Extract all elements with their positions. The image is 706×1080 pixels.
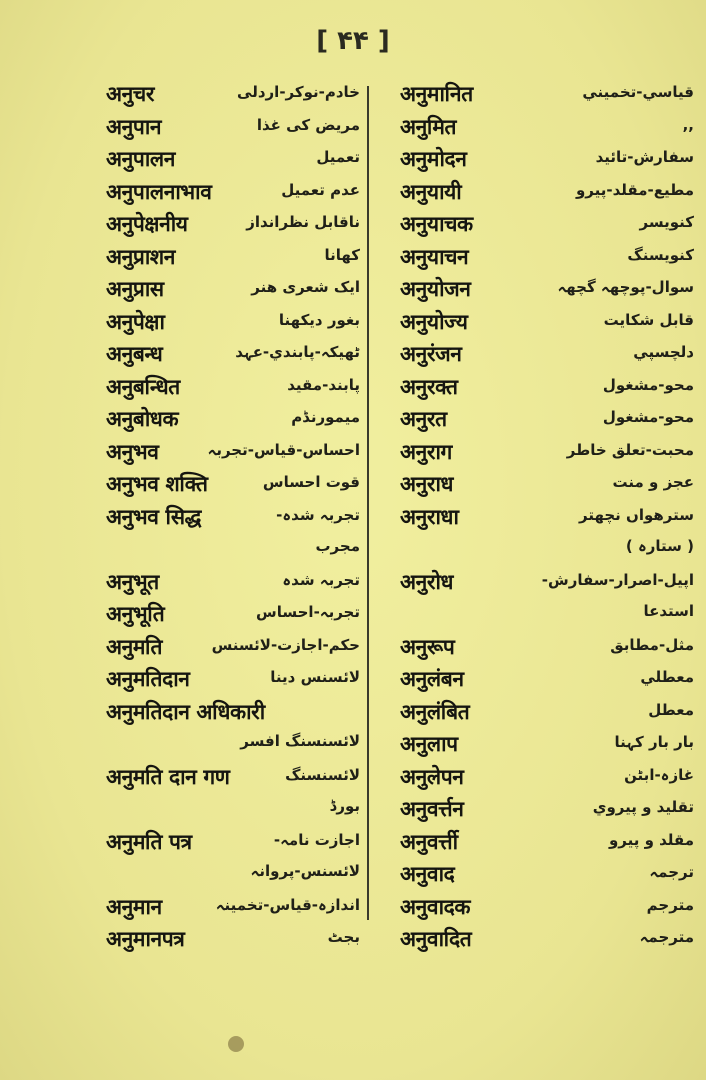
dictionary-entry	[372, 208, 694, 241]
dictionary-entry	[372, 533, 694, 566]
urdu-meaning: مترجمہ	[639, 928, 694, 946]
urdu-meaning: مجرب	[315, 537, 360, 555]
dictionary-entry	[372, 338, 694, 371]
urdu-meaning: سترهواں نچھتر	[579, 505, 694, 524]
dictionary-entry	[98, 923, 360, 956]
dictionary-entry	[372, 858, 694, 891]
hindi-headword: अनुचर	[106, 82, 155, 106]
urdu-meaning: حکم-اجازت-لائسنس	[211, 635, 360, 654]
hindi-headword: अनुमानित	[400, 82, 473, 106]
hindi-headword: अनुमतिदान	[106, 667, 190, 691]
ink-stain	[228, 1036, 244, 1052]
hindi-headword: अनुयाचक	[400, 212, 473, 236]
dictionary-entry	[98, 663, 360, 696]
left-column	[98, 78, 360, 956]
urdu-meaning: خادم-نوکر-اردلی	[237, 83, 360, 101]
hindi-headword: अनुमतिदान अधिकारी	[106, 699, 265, 724]
hindi-headword: अनुप्राशन	[106, 244, 176, 269]
hindi-headword: अनुयोज्य	[400, 309, 468, 334]
urdu-meaning: محبت-تعلق خاطر	[566, 440, 694, 459]
hindi-headword: अनुरोध	[400, 569, 454, 594]
column-divider	[367, 86, 369, 920]
urdu-meaning: قابل شکایت	[603, 310, 694, 329]
dictionary-entry	[98, 208, 360, 241]
hindi-headword: अनुरत	[400, 407, 447, 431]
hindi-headword: अनुमोदन	[400, 147, 467, 171]
urdu-meaning: دلچسپي	[633, 343, 694, 361]
urdu-meaning: مثل-مطابق	[610, 635, 694, 654]
hindi-headword: अनुरूप	[400, 634, 455, 659]
dictionary-entry	[372, 371, 694, 404]
hindi-headword: अनुरंजन	[400, 342, 462, 366]
urdu-meaning: ٹھیکہ-پابندي-عہد	[235, 343, 360, 361]
urdu-meaning: مقلد و پیرو	[608, 830, 694, 849]
page-number: [ ۴۴ ]	[316, 26, 390, 56]
urdu-meaning: قیاسي-تخمیني	[582, 83, 694, 101]
urdu-meaning: تجربہ-احساس	[256, 603, 360, 621]
hindi-headword: अनुवर्त्ती	[400, 829, 458, 854]
dictionary-entry	[98, 403, 360, 436]
hindi-headword: अनुराध	[400, 472, 454, 496]
dictionary-entry	[98, 111, 360, 144]
dictionary-entry	[98, 566, 360, 599]
hindi-headword: अनुबन्धित	[106, 374, 180, 399]
hindi-headword: अनुमित	[400, 114, 457, 139]
dictionary-entry	[372, 923, 694, 956]
urdu-meaning: ( ستارہ )	[625, 537, 694, 555]
dictionary-entry	[372, 143, 694, 176]
urdu-meaning: لائسنس-پروانہ	[250, 862, 360, 880]
urdu-meaning: تجربہ شدہ-	[276, 505, 360, 524]
hindi-headword: अनुमति पत्र	[106, 829, 192, 854]
urdu-meaning: مطیع-مقلد-پیرو	[575, 180, 694, 199]
hindi-headword: अनुपेक्षा	[106, 309, 165, 334]
dictionary-entry	[372, 176, 694, 209]
dictionary-entry	[372, 241, 694, 274]
dictionary-entry	[98, 143, 360, 176]
urdu-meaning: سوال-پوچھہ گچھہ	[557, 278, 694, 296]
urdu-meaning: بار بار کہنا	[614, 733, 694, 751]
hindi-headword: अनुरक्त	[400, 374, 458, 399]
urdu-meaning: مریض کی غذا	[256, 115, 360, 134]
dictionary-entry	[372, 306, 694, 339]
dictionary-entry	[372, 663, 694, 696]
urdu-meaning: اندازہ-قیاس-تخمینہ	[215, 895, 360, 914]
dictionary-entry	[372, 78, 694, 111]
hindi-headword: अनुभूत	[106, 569, 159, 594]
urdu-meaning: بغور دیکھنا	[278, 310, 360, 329]
urdu-meaning: پابند-مقید	[287, 375, 360, 394]
urdu-meaning: ناقابل نظرانداز	[246, 213, 360, 231]
urdu-meaning: لائسنسنگ افسر	[240, 732, 360, 750]
urdu-meaning: عجز و منت	[612, 473, 694, 491]
hindi-headword: अनुभव सिद्ध	[106, 504, 202, 529]
dictionary-entry	[98, 241, 360, 274]
hindi-headword: अनुपालनाभाव	[106, 179, 212, 204]
urdu-meaning: مترجم	[646, 895, 694, 914]
dictionary-entry	[98, 598, 360, 631]
urdu-meaning: سفارش-تائید	[595, 148, 694, 166]
urdu-meaning: تجربہ شدہ	[282, 570, 360, 589]
dictionary-entry	[98, 891, 360, 924]
dictionary-entry	[372, 436, 694, 469]
dictionary-entry	[372, 826, 694, 859]
dictionary-entry	[98, 273, 360, 306]
dictionary-entry	[372, 468, 694, 501]
dictionary-entry	[98, 468, 360, 501]
hindi-headword: अनुवर्त्तन	[400, 797, 464, 821]
dictionary-entry	[372, 501, 694, 534]
dictionary-entry	[372, 891, 694, 924]
urdu-meaning: محو-مشغول	[602, 375, 694, 394]
dictionary-entry	[98, 501, 360, 534]
dictionary-entry	[372, 111, 694, 144]
hindi-headword: अनुयोजन	[400, 277, 471, 301]
dictionary-entry	[98, 858, 360, 891]
hindi-headword: अनुमान	[106, 894, 162, 919]
dictionary-entry	[372, 631, 694, 664]
dictionary-entry	[98, 533, 360, 566]
dictionary-entry	[372, 793, 694, 826]
urdu-meaning: اجازت نامہ-	[273, 830, 360, 849]
hindi-headword: अनुमति दान गण	[106, 764, 230, 789]
urdu-meaning: معطلي	[640, 668, 694, 686]
dictionary-entry	[98, 371, 360, 404]
urdu-meaning: غازہ-ابٹن	[624, 765, 694, 784]
dictionary-entry	[98, 306, 360, 339]
urdu-meaning: عدم تعمیل	[281, 180, 360, 199]
hindi-headword: अनुलेपन	[400, 764, 464, 789]
dictionary-entry	[98, 436, 360, 469]
urdu-meaning: اپیل-اصرار-سفارش-	[541, 570, 694, 589]
hindi-headword: अनुभव शक्ति	[106, 472, 208, 496]
hindi-headword: अनुबन्ध	[106, 342, 163, 366]
hindi-headword: अनुमति	[106, 634, 163, 659]
hindi-headword: अनुबोधक	[106, 407, 179, 431]
hindi-headword: अनुराधा	[400, 504, 459, 529]
hindi-headword: अनुमानपत्र	[106, 927, 185, 951]
hindi-headword: अनुवाद	[400, 862, 455, 886]
hindi-headword: अनुपेक्षनीय	[106, 212, 188, 236]
urdu-meaning: کنویسنگ	[627, 245, 694, 264]
dictionary-entry	[372, 728, 694, 761]
urdu-meaning: کنویسر	[639, 213, 694, 231]
hindi-headword: अनुप्रास	[106, 277, 164, 301]
urdu-meaning: کھانا	[324, 245, 360, 264]
dictionary-entry	[372, 598, 694, 631]
dictionary-entry	[372, 403, 694, 436]
urdu-meaning: تقلید و پیروي	[592, 798, 694, 816]
urdu-meaning: بورڈ	[329, 797, 360, 815]
urdu-meaning: لائسنس دینا	[270, 668, 360, 686]
hindi-headword: अनुयायी	[400, 179, 462, 204]
hindi-headword: अनुयाचन	[400, 244, 469, 269]
dictionary-entry	[372, 696, 694, 729]
urdu-meaning: قوت احساس	[262, 473, 360, 491]
dictionary-entry	[98, 761, 360, 794]
dictionary-entry	[98, 631, 360, 664]
urdu-meaning: لائسنسنگ	[285, 765, 360, 784]
hindi-headword: अनुवादित	[400, 927, 472, 951]
urdu-meaning: معطل	[648, 700, 694, 719]
dictionary-entry	[98, 793, 360, 826]
hindi-headword: अनुवादक	[400, 894, 471, 919]
urdu-meaning: ایک شعری هنر	[251, 278, 360, 296]
dictionary-entry	[98, 176, 360, 209]
dictionary-entry	[98, 78, 360, 111]
hindi-headword: अनुलाप	[400, 732, 458, 756]
hindi-headword: अनुपालन	[106, 147, 175, 171]
urdu-meaning: بجٹ	[327, 928, 360, 946]
dictionary-entry	[372, 566, 694, 599]
urdu-meaning: ,,	[682, 115, 694, 134]
urdu-meaning: تعمیل	[316, 148, 360, 166]
right-column	[372, 78, 694, 956]
urdu-meaning: استدعا	[643, 602, 694, 620]
hindi-headword: अनुराग	[400, 439, 452, 464]
hindi-headword: अनुभूति	[106, 602, 165, 626]
urdu-meaning: محو-مشغول	[602, 408, 694, 426]
dictionary-entry	[372, 273, 694, 306]
hindi-headword: अनुभव	[106, 439, 159, 464]
dictionary-entry	[372, 761, 694, 794]
urdu-meaning: ترجمہ	[649, 863, 694, 881]
hindi-headword: अनुलंबित	[400, 699, 470, 724]
dictionary-entry	[98, 338, 360, 371]
urdu-meaning: میمورنڈم	[291, 408, 360, 426]
hindi-headword: अनुपान	[106, 114, 162, 139]
urdu-meaning: احساس-قیاس-تجربہ	[207, 440, 360, 459]
dictionary-entry	[98, 728, 360, 761]
dictionary-entry	[98, 826, 360, 859]
dictionary-entry	[98, 696, 360, 729]
hindi-headword: अनुलंबन	[400, 667, 464, 691]
